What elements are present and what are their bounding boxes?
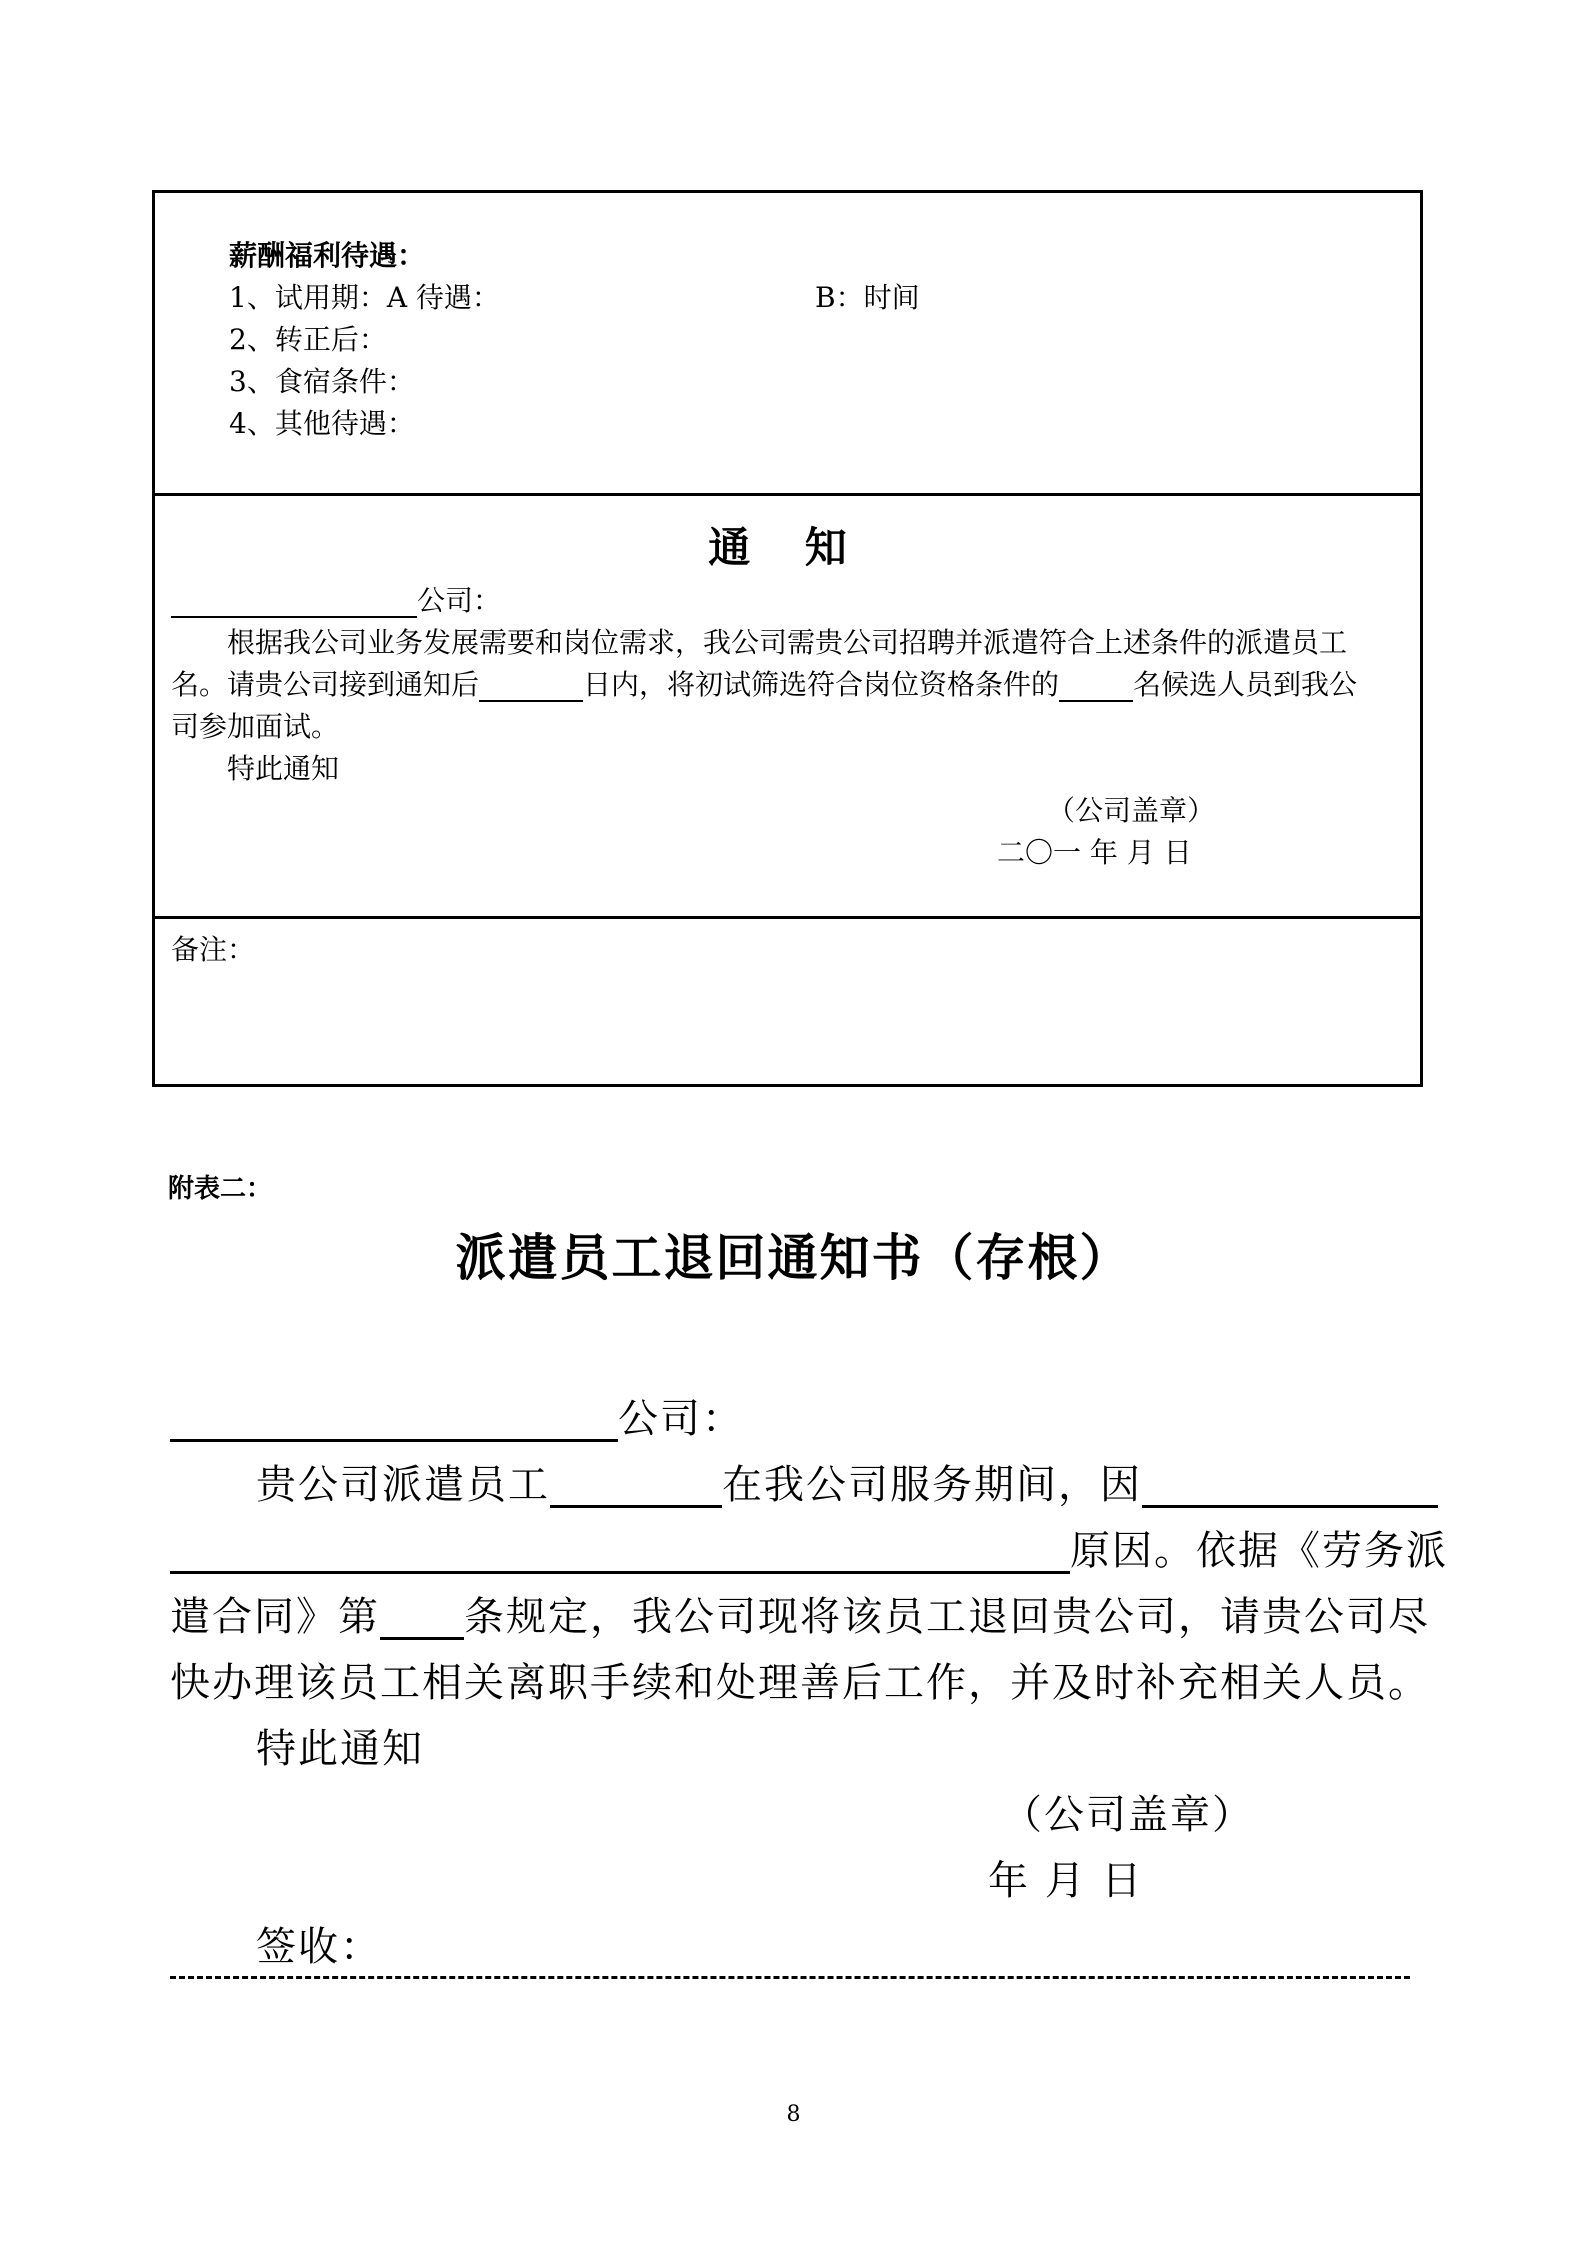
clause-blank[interactable] bbox=[380, 1597, 464, 1640]
form-line1 bbox=[256, 1462, 1438, 1508]
notice-title: 通 知 bbox=[708, 523, 867, 572]
form-closing: 特此通知 bbox=[256, 1726, 424, 1772]
form-line2 bbox=[170, 1528, 1448, 1574]
form-line3-a: 遣合同》第 bbox=[170, 1594, 380, 1640]
remarks-label: 备注： bbox=[171, 933, 256, 966]
notice-closing: 特此通知 bbox=[227, 752, 340, 785]
form-seal: （公司盖章） bbox=[1002, 1792, 1254, 1838]
form-date: 年 月 日 bbox=[988, 1858, 1144, 1904]
benefits-heading: 薪酬福利待遇： bbox=[229, 239, 426, 272]
benefit-item-3: 3、食宿条件： bbox=[229, 365, 415, 398]
notice-seal: （公司盖章） bbox=[1047, 794, 1216, 827]
form-title: 派遣员工退回通知书（存根） bbox=[455, 1228, 1132, 1287]
para-text-a: 名。请贵公司接到通知后 bbox=[171, 668, 480, 701]
reason-blank-1[interactable] bbox=[1142, 1465, 1438, 1508]
benefit-item-1: 1、试用期：A 待遇： bbox=[229, 281, 500, 314]
notice-para-line1: 根据我公司业务发展需要和岗位需求，我公司需贵公司招聘并派遣符合上述条件的派遣员工 bbox=[227, 626, 1348, 659]
para-text-b: 日内，将初试筛选符合岗位资格条件的 bbox=[583, 668, 1060, 701]
form-line3-b: 条规定，我公司现将该员工退回贵公司，请贵公司尽 bbox=[464, 1594, 1430, 1640]
company-suffix: 公司： bbox=[417, 584, 502, 617]
benefit-item-2: 2、转正后： bbox=[229, 323, 387, 356]
days-blank[interactable] bbox=[479, 670, 583, 702]
form-line1-a: 贵公司派遣员工 bbox=[256, 1462, 550, 1508]
notice-cell bbox=[155, 496, 1420, 919]
page-number: 8 bbox=[786, 2102, 801, 2127]
notice-table bbox=[152, 190, 1423, 1087]
form-company-blank[interactable] bbox=[170, 1399, 618, 1442]
count-blank[interactable] bbox=[1059, 670, 1133, 702]
form-company-suffix: 公司： bbox=[618, 1396, 744, 1442]
form-line4: 快办理该员工相关离职手续和处理善后工作，并及时补充相关人员。 bbox=[170, 1660, 1430, 1706]
form-sign: 签收： bbox=[256, 1924, 382, 1970]
company-blank[interactable] bbox=[171, 586, 417, 618]
form-company-line bbox=[170, 1396, 744, 1442]
notice-date: 二〇一 年 月 日 bbox=[997, 836, 1192, 869]
notice-para-line3: 司参加面试。 bbox=[171, 710, 340, 743]
employee-blank[interactable] bbox=[550, 1465, 722, 1508]
form-line1-b: 在我公司服务期间，因 bbox=[722, 1462, 1142, 1508]
notice-company-line bbox=[171, 584, 501, 618]
benefits-cell bbox=[155, 193, 1420, 496]
reason-blank-2[interactable] bbox=[170, 1531, 1070, 1574]
cut-line bbox=[170, 1976, 1410, 1979]
form-line2-b: 原因。依据《劳务派 bbox=[1070, 1528, 1448, 1574]
notice-para-line2 bbox=[171, 668, 1357, 702]
remarks-cell bbox=[155, 919, 1420, 1084]
attachment-label: 附表二： bbox=[168, 1174, 273, 1204]
benefit-item-1-time: B：时间 bbox=[815, 281, 920, 314]
benefit-item-4: 4、其他待遇： bbox=[229, 407, 415, 440]
form-line3 bbox=[170, 1594, 1430, 1640]
para-text-c: 名候选人员到我公 bbox=[1133, 668, 1358, 701]
